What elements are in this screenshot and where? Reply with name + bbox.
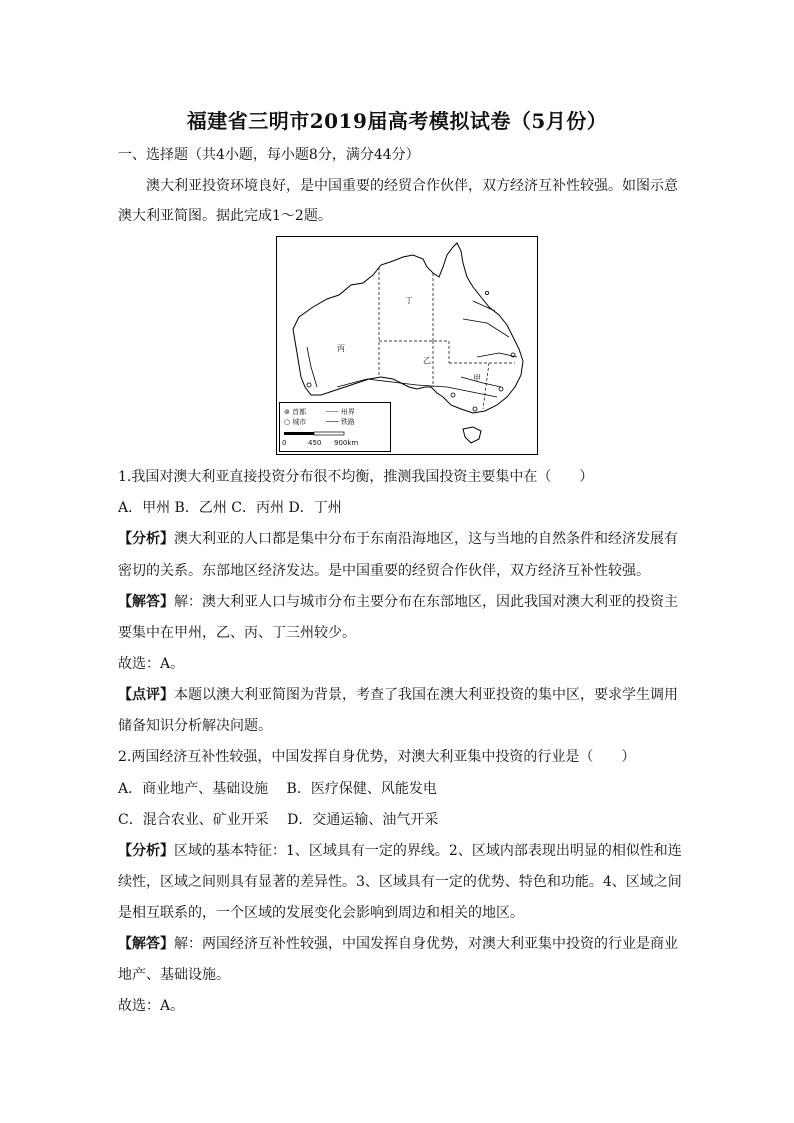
q2-answer-line-1: 【解答】解：两国经济互补性较强，中国发挥自身优势，对澳大利亚集中投资的行业是商业 bbox=[118, 936, 678, 952]
q2-analysis-line-2: 续性，区域之间则具有显著的差异性。3、区域具有一定的优势、特色和功能。4、区域之间 bbox=[118, 874, 682, 890]
q1-analysis-line-1: 【分析】澳大利亚的人口都是集中分布于东南沿海地区，这与当地的自然条件和经济发展有 bbox=[118, 531, 678, 547]
solid-line-icon: ─── bbox=[326, 418, 339, 426]
state-borders bbox=[379, 267, 515, 409]
capital-symbol-icon: ⊚ bbox=[284, 408, 290, 416]
scale-0: 0 bbox=[282, 439, 287, 447]
q2-answer-line-2: 地产、基础设施。 bbox=[118, 967, 230, 983]
q2-question: 2.两国经济互补性较强，中国发挥自身优势，对澳大利亚集中投资的行业是（ ） bbox=[118, 749, 636, 765]
q1-answer-line-1: 【解答】解：澳大利亚人口与城市分布主要分布在东部地区，因此我国对澳大利亚的投资主 bbox=[118, 594, 678, 610]
q2-options-line-1: A．商业地产、基础设施 B．医疗保健、风能发电 bbox=[118, 781, 437, 797]
map-label-bing: 丙 bbox=[337, 344, 345, 353]
legend-capital: ⊚ 首都 bbox=[284, 408, 307, 416]
q2-analysis-line-3: 是相互联系的，一个区域的发展变化会影响到周边和相关的地区。 bbox=[118, 905, 524, 921]
q1-question: 1.我国对澳大利亚直接投资分布很不均衡，推测我国投资主要集中在（ ） bbox=[118, 469, 594, 485]
q1-analysis-line-2: 密切的关系。东部地区经济发达。是中国重要的经贸合作伙伴，双方经济互补性较强。 bbox=[118, 563, 650, 579]
intro-line-1: 澳大利亚投资环境良好，是中国重要的经贸合作伙伴，双方经济互补性较强。如图示意 bbox=[146, 178, 678, 194]
city-symbol-icon: ○ bbox=[284, 418, 291, 426]
q1-comment-line-2: 储备知识分析解决问题。 bbox=[118, 718, 272, 734]
q2-choice: 故选：A。 bbox=[118, 998, 185, 1014]
scale-bar bbox=[284, 431, 348, 437]
q1-options: A．甲州 B．乙州 C．丙州 D．丁州 bbox=[118, 500, 342, 516]
legend-city: ○ 城市 bbox=[284, 418, 307, 426]
scale-450: 450 bbox=[308, 439, 322, 447]
intro-line-2: 澳大利亚简图。据此完成1～2题。 bbox=[118, 208, 332, 224]
q1-comment-line-1: 【点评】本题以澳大利亚简图为背景，考查了我国在澳大利亚投资的集中区，要求学生调用 bbox=[118, 687, 678, 703]
q2-analysis-line-1: 【分析】区域的基本特征：1、区域具有一定的界线。2、区域内部表现出明显的相似性和连 bbox=[118, 843, 682, 859]
map-label-ding: 丁 bbox=[405, 296, 413, 305]
map-label-yi: 乙 bbox=[423, 356, 431, 365]
q2-options-line-2: C．混合农业、矿业开采 D．交通运输、油气开采 bbox=[118, 812, 439, 828]
dashed-line-icon: ┄┄┄ bbox=[326, 408, 339, 416]
map-legend bbox=[279, 402, 391, 452]
scale-900: 900km bbox=[334, 439, 359, 447]
section-heading: 一、选择题（共4小题，每小题8分，满分44分） bbox=[118, 147, 420, 163]
australia-map-figure bbox=[276, 236, 538, 455]
legend-railway: ─── 铁路 bbox=[326, 418, 355, 426]
q1-choice: 故选：A。 bbox=[118, 656, 185, 672]
tasmania-outline bbox=[463, 427, 481, 443]
page-title: 福建省三明市2019届高考模拟试卷（5月份） bbox=[186, 109, 608, 133]
legend-state-border: ┄┄┄ 州界 bbox=[326, 408, 355, 416]
map-label-jia: 甲 bbox=[473, 374, 481, 383]
q1-answer-line-2: 要集中在甲州，乙、丙、丁三州较少。 bbox=[118, 625, 356, 641]
australia-outline bbox=[293, 243, 523, 413]
